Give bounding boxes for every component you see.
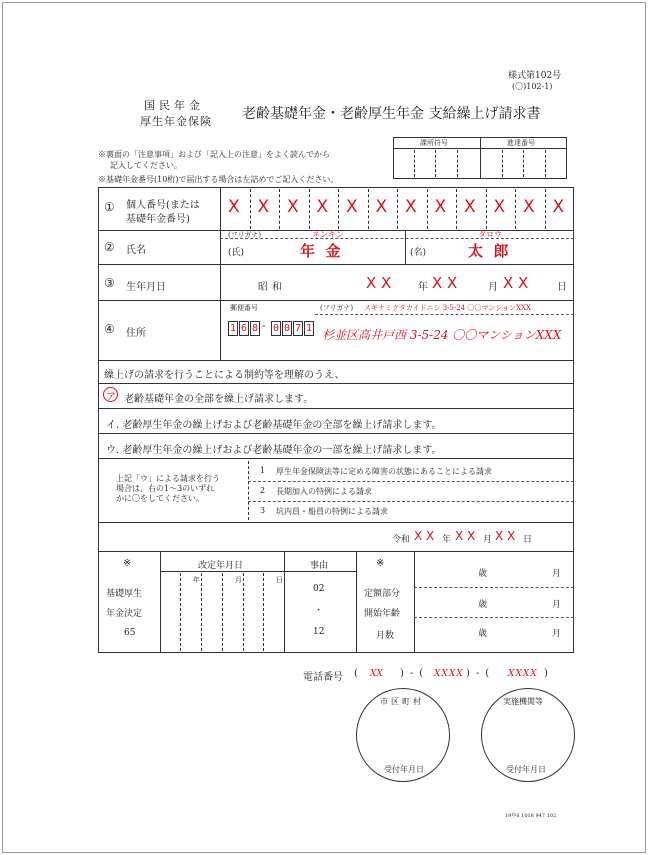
birth-month[interactable]: X X [432, 274, 458, 292]
municipal-stamp-date: 受付年月日 [384, 765, 424, 774]
option-a-mark: ア [106, 392, 116, 403]
age-unit-3: 歳 [478, 629, 488, 639]
date-year-unit: 年 [442, 535, 452, 545]
phone-open: ( [354, 668, 358, 679]
page-title: 老齢基礎年金・老齢厚生年金 支給繰上げ請求書 [242, 106, 541, 122]
org-line2: 厚生年金保険 [140, 115, 212, 128]
month-unit-3: 月 [552, 629, 562, 639]
name-furigana-last[interactable]: ネンキン [312, 230, 344, 239]
option-i-text: イ. 老齢厚生年金の繰上げおよび老齢基礎年金の全部を繰上げ請求します。 [106, 420, 442, 431]
digit-divider [309, 189, 310, 229]
digit-divider [338, 189, 339, 229]
note1b: 記入してください。 [110, 161, 182, 170]
option-u-text: ウ. 老齢厚生年金の繰上げおよび老齢基礎年金の一部を繰上げ請求します。 [106, 445, 442, 456]
zip-digit[interactable]: 8 [251, 323, 259, 334]
start-age-label: 開始年齢 [364, 609, 401, 619]
agency-stamp-label: 実施機関等 [503, 697, 543, 706]
sub-item2-text: 長期加入の特例による請求 [276, 487, 372, 496]
sub-item1-num: 1 [260, 466, 266, 475]
digit-divider [397, 189, 398, 229]
bottom-star2: ※ [376, 558, 385, 569]
zip-digit[interactable]: 7 [294, 323, 302, 334]
zip-dash: - [262, 321, 266, 332]
row1-label2: 基礎年金番号) [126, 214, 190, 225]
reason-2: 12 [313, 627, 325, 637]
age-unit-1: 歳 [478, 569, 488, 579]
sub-item2-num: 2 [260, 486, 266, 495]
digit-divider [368, 189, 369, 229]
agency-stamp-date: 受付年月日 [506, 765, 546, 774]
personal-number-digit[interactable]: X [523, 197, 535, 217]
office-code-label: 課所符号 [420, 139, 448, 147]
address-furigana-label: (フリガナ) [320, 304, 354, 312]
personal-number-digit[interactable]: X [464, 197, 476, 217]
zip-digit[interactable]: 0 [272, 323, 280, 334]
last-name-label: (氏) [228, 248, 245, 258]
note1: ※裏面の「注意事項」および「記入上の注意」をよく読んでから [98, 150, 330, 159]
digit-divider [427, 189, 428, 229]
phone-part1[interactable]: XX [370, 669, 383, 679]
zip-label: 郵便番号 [230, 304, 258, 312]
date-day-unit: 日 [523, 535, 533, 545]
form-sub-mark: (〇)102-1) [512, 82, 553, 91]
row3-num: ③ [104, 276, 115, 290]
date-era: 令和 [392, 535, 411, 545]
personal-number-digit[interactable]: X [552, 197, 565, 217]
bottom-left2: 年金決定 [106, 609, 143, 619]
intro-text: 繰上げの請求を行うことによる制約等を理解のうえ、 [104, 370, 345, 381]
sub-note1: 上記「ウ」による請求を行う [116, 474, 220, 483]
bottom-left1: 基礎厚生 [106, 589, 143, 599]
name-furigana-label: (フリガナ) [228, 231, 262, 239]
first-name-label: (名) [410, 248, 427, 258]
date-day[interactable]: X X [495, 529, 516, 543]
month-unit: 月 [488, 282, 498, 293]
phone-sep2: )-( [466, 668, 496, 679]
date-month[interactable]: X X [455, 529, 476, 543]
row3-label: 生年月日 [126, 282, 166, 293]
digit-divider [486, 189, 487, 229]
bottom-left3: 65 [124, 628, 136, 638]
personal-number-digit[interactable]: X [287, 197, 299, 217]
revised-date-label: 改定年月日 [198, 561, 244, 571]
personal-number-digit[interactable]: X [228, 197, 240, 217]
last-name-value[interactable]: 年 金 [300, 242, 341, 260]
reason-label: 事由 [310, 561, 329, 571]
personal-number-digit[interactable]: X [375, 197, 388, 217]
fixed-portion-label: 定額部分 [364, 589, 401, 599]
date-year[interactable]: X X [414, 529, 435, 543]
address-value[interactable]: 杉並区高井戸西 3-5-24 〇〇マンションXXX [322, 328, 562, 342]
zip-digit[interactable]: 1 [229, 323, 237, 334]
personal-number-digit[interactable]: X [257, 197, 270, 217]
name-furigana-first[interactable]: タロウ [478, 230, 502, 239]
zip-digit[interactable]: 6 [240, 323, 248, 334]
birth-day[interactable]: X X [503, 274, 529, 292]
revised-month-unit: 月 [235, 576, 242, 584]
revised-day-unit: 日 [276, 576, 283, 584]
birth-year[interactable]: X X [366, 274, 392, 292]
personal-number-digit[interactable]: X [493, 197, 506, 217]
phone-part3[interactable]: XXXX [508, 669, 538, 679]
phone-sep1: )-( [400, 668, 430, 679]
row1-num: ① [104, 200, 115, 214]
personal-number-digit[interactable]: X [316, 197, 329, 217]
month-unit-1: 月 [552, 569, 562, 579]
option-a-text: 老齢基礎年金の全部を繰上げ請求します。 [124, 394, 314, 405]
org-line1: 国民年金 [144, 99, 204, 112]
footer-code: 19年6 1018 947 102 [505, 813, 557, 819]
date-month-unit: 月 [483, 535, 493, 545]
digit-divider [250, 189, 251, 229]
phone-part2[interactable]: XXXX [434, 669, 464, 679]
reason-dot: ・ [314, 606, 324, 616]
municipal-stamp-label: 市区町村 [380, 697, 424, 706]
row1-label1: 個人番号(または [126, 200, 200, 211]
months-label: 月数 [376, 631, 395, 641]
row2-label: 氏名 [126, 245, 146, 256]
row2-num: ② [104, 240, 115, 254]
row4-num: ④ [104, 322, 115, 336]
sub-item3-num: 3 [260, 506, 266, 515]
sub-note2: 場合は、右の1〜3のいずれ [116, 484, 215, 493]
sub-item3-text: 坑内員・船員の特例による請求 [276, 507, 388, 516]
personal-number-digit[interactable]: X [346, 197, 358, 217]
reason-1: 02 [313, 584, 325, 594]
zip-digit[interactable]: 1 [305, 323, 313, 334]
revised-year-unit: 年 [193, 576, 200, 584]
personal-number-digit[interactable]: X [434, 197, 447, 217]
phone-label: 電話番号 [303, 672, 343, 683]
digit-divider [456, 189, 457, 229]
age-unit-2: 歳 [478, 600, 488, 610]
sub-item1-text: 厚生年金保険法等に定める障害の状態にあることによる請求 [276, 467, 492, 476]
year-unit: 年 [418, 282, 428, 293]
note2: ※基礎年金番号(10桁)で届出する場合は左詰めでご記入ください。 [98, 175, 339, 184]
form-number: 様式第102号 [508, 71, 562, 81]
digit-divider [279, 189, 280, 229]
phone-close: ) [544, 668, 548, 679]
birth-era: 昭和 [258, 282, 286, 293]
personal-number-digit[interactable]: X [405, 197, 417, 217]
day-unit: 日 [557, 282, 567, 293]
digit-divider [545, 189, 546, 229]
tracking-no-label: 進達番号 [507, 139, 535, 147]
first-name-value[interactable]: 太 郎 [468, 242, 509, 260]
zip-digit[interactable]: 0 [283, 323, 291, 334]
bottom-star1: ※ [123, 558, 132, 569]
sub-note3: かに〇をしてください。 [116, 494, 204, 503]
month-unit-2: 月 [552, 600, 562, 610]
address-furigana[interactable]: スギナミクタカイドニシ 3-5-24 〇〇マンションXXX [364, 304, 531, 312]
row4-label: 住所 [126, 328, 146, 339]
digit-divider [515, 189, 516, 229]
